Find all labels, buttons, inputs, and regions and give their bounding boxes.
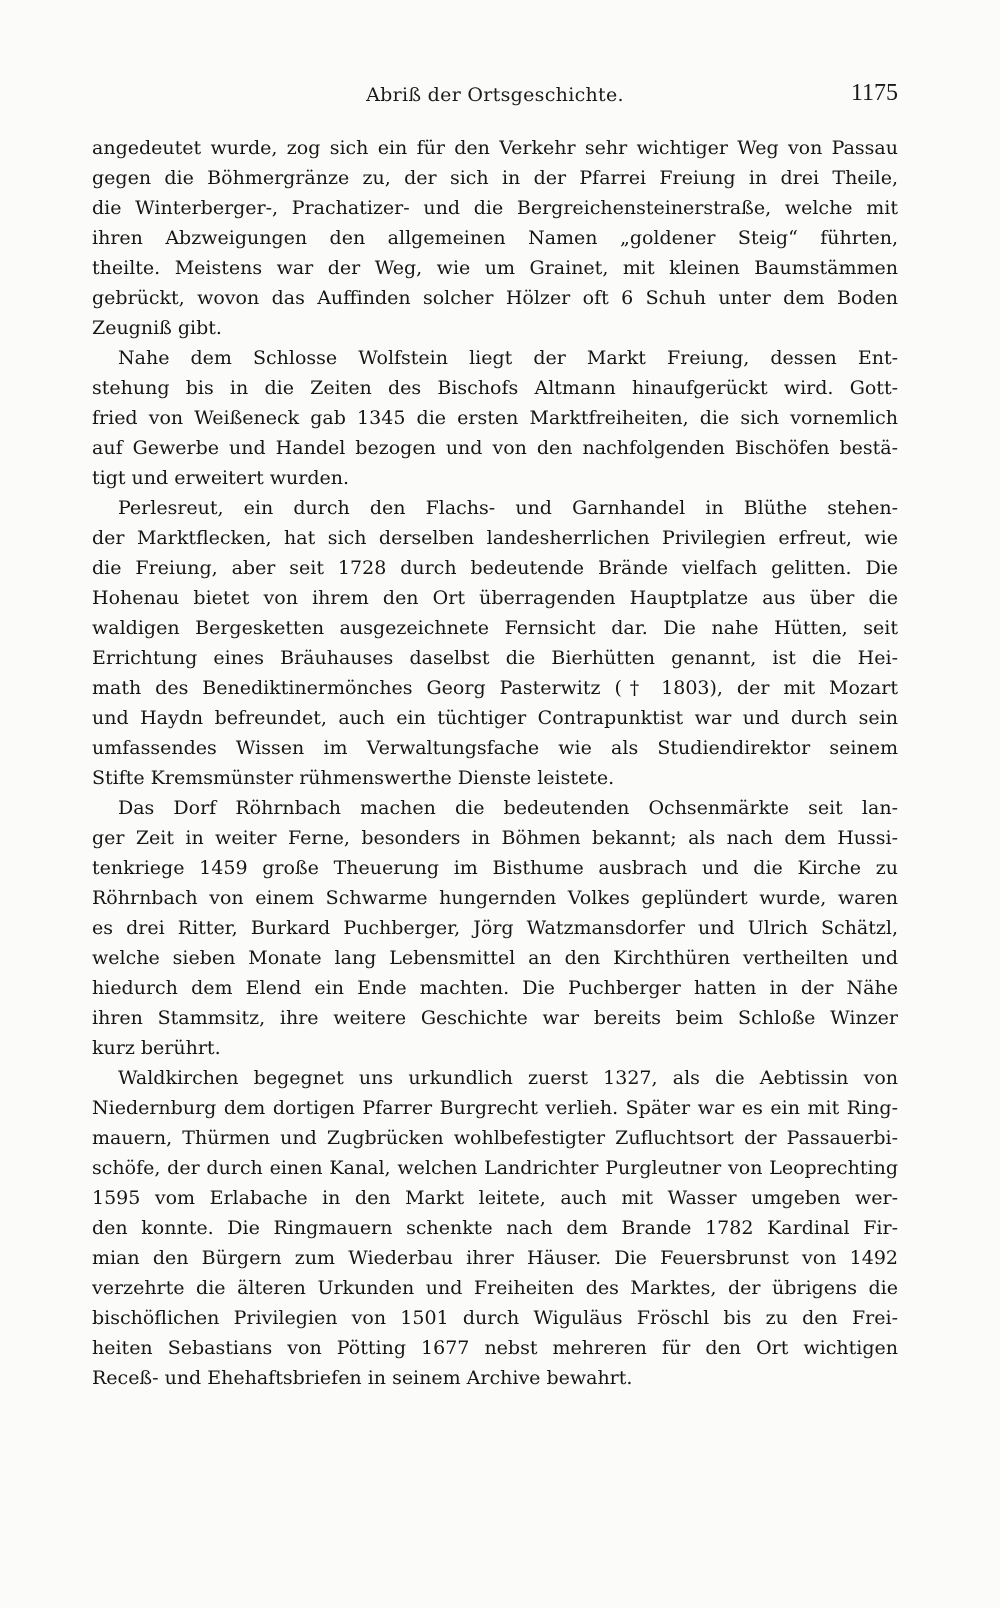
text-line: ihren Stammsitz, ihre weitere Geschichte war bereits beim Schloße Winzer <box>92 1007 898 1029</box>
page-number: 1175 <box>850 80 898 106</box>
text-line: heiten Sebastians von Pötting 1677 nebst mehreren für den Ort wichtigen <box>92 1337 898 1359</box>
text-line: stehung bis in die Zeiten des Bischofs Altmann hinaufgerückt wird. Gott- <box>92 377 898 399</box>
text-line: Waldkirchen begegnet uns urkundlich zuerst 1327, als die Aebtissin von <box>118 1067 898 1089</box>
text-line: waldigen Bergesketten ausgezeichnete Fernsicht dar. Die nahe Hütten, seit <box>92 617 898 639</box>
text-line: Hohenau bietet von ihrem den Ort überragenden Hauptplatze aus über die <box>92 587 898 609</box>
text-line: 1595 vom Erlabache in den Markt leitete, auch mit Wasser umgeben wer- <box>92 1187 898 1209</box>
text-line: und Haydn befreundet, auch ein tüchtiger Contrapunktist war und durch sein <box>92 707 898 729</box>
text-line: der Marktflecken, hat sich derselben landesherrlichen Privilegien erfreut, wie <box>92 527 898 549</box>
text-line: theilte. Meistens war der Weg, wie um Grainet, mit kleinen Baumstämmen <box>92 257 898 279</box>
text-line: math des Benediktinermönches Georg Pasterwitz († 1803), der mit Mozart <box>92 677 898 699</box>
text-line: mauern, Thürmen und Zugbrücken wohlbefestigter Zufluchtsort der Passauerbi- <box>92 1127 898 1149</box>
running-title: Abriß der Ortsgeschichte. <box>366 84 624 106</box>
text-line: fried von Weißeneck gab 1345 die ersten Marktfreiheiten, die sich vornemlich <box>92 407 898 429</box>
running-header <box>92 80 898 120</box>
text-line: Errichtung eines Bräuhauses daselbst die Bierhütten genannt, ist die Hei- <box>92 647 898 669</box>
text-line: die Freiung, aber seit 1728 durch bedeutende Brände vielfach gelitten. Die <box>92 557 898 579</box>
text-line: ger Zeit in weiter Ferne, besonders in Böhmen bekannt; als nach dem Hussi- <box>92 827 898 849</box>
text-line: Stifte Kremsmünster rühmenswerthe Dienste leistete. <box>92 767 615 789</box>
text-line: hiedurch dem Elend ein Ende machten. Die Puchberger hatten in der Nähe <box>92 977 898 999</box>
text-line: Zeugniß gibt. <box>92 317 222 339</box>
text-line: tigt und erweitert wurden. <box>92 467 350 489</box>
text-line: auf Gewerbe und Handel bezogen und von den nachfolgenden Bischöfen bestä- <box>92 437 898 459</box>
text-line: Röhrnbach von einem Schwarme hungernden Volkes geplündert wurde, waren <box>92 887 898 909</box>
text-line: verzehrte die älteren Urkunden und Freiheiten des Marktes, der übrigens die <box>92 1277 898 1299</box>
text-line: Niedernburg dem dortigen Pfarrer Burgrecht verlieh. Später war es ein mit Ring- <box>92 1097 898 1119</box>
text-line: mian den Bürgern zum Wiederbau ihrer Häuser. Die Feuersbrunst von 1492 <box>92 1247 898 1269</box>
text-line: Perlesreut, ein durch den Flachs- und Garnhandel in Blüthe stehen- <box>118 497 898 519</box>
text-line: die Winterberger-, Prachatizer- und die Bergreichensteinerstraße, welche mit <box>92 197 898 219</box>
text-line: den konnte. Die Ringmauern schenkte nach dem Brande 1782 Kardinal Fir- <box>92 1217 898 1239</box>
text-line: kurz berührt. <box>92 1037 221 1059</box>
text-line: gebrückt, wovon das Auffinden solcher Hölzer oft 6 Schuh unter dem Boden <box>92 287 898 309</box>
text-line: gegen die Böhmergränze zu, der sich in der Pfarrei Freiung in drei Theile, <box>92 167 898 189</box>
text-line: tenkriege 1459 große Theuerung im Bisthume ausbrach und die Kirche zu <box>92 857 898 879</box>
text-line: angedeutet wurde, zog sich ein für den Verkehr sehr wichtiger Weg von Passau <box>92 137 898 159</box>
text-line: es drei Ritter, Burkard Puchberger, Jörg Watzmansdorfer und Ulrich Schätzl, <box>92 917 898 939</box>
text-line: Nahe dem Schlosse Wolfstein liegt der Markt Freiung, dessen Ent- <box>118 347 898 369</box>
text-line: ihren Abzweigungen den allgemeinen Namen „goldener Steig“ führten, <box>92 227 898 249</box>
text-line: Das Dorf Röhrnbach machen die bedeutenden Ochsenmärkte seit lan- <box>118 797 898 819</box>
text-line: Receß- und Ehehaftsbriefen in seinem Archive bewahrt. <box>92 1367 633 1389</box>
text-line: schöfe, der durch einen Kanal, welchen Landrichter Purgleutner von Leoprechting <box>92 1157 898 1179</box>
body-text <box>92 133 898 1393</box>
text-line: umfassendes Wissen im Verwaltungsfache wie als Studiendirektor seinem <box>92 737 898 759</box>
text-line: welche sieben Monate lang Lebensmittel an den Kirchthüren vertheilten und <box>92 947 898 969</box>
text-line: bischöflichen Privilegien von 1501 durch Wiguläus Fröschl bis zu den Frei- <box>92 1307 898 1329</box>
